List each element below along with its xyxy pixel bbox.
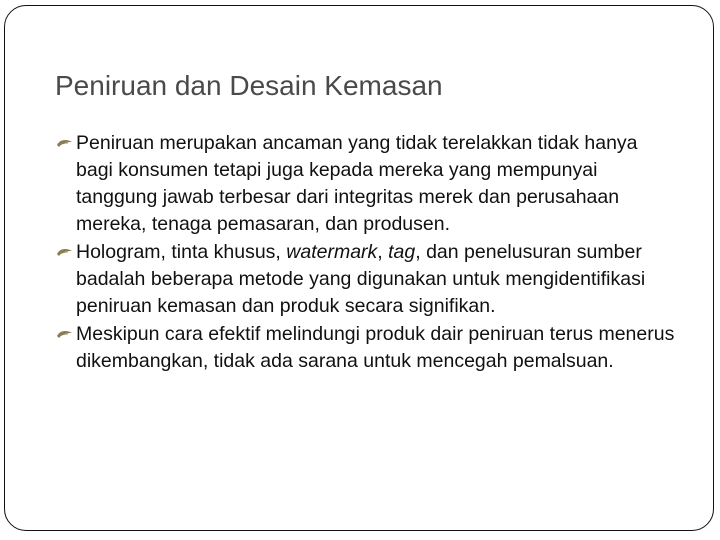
bullet-item xyxy=(55,130,675,238)
bullet-text xyxy=(76,132,638,235)
bullet-text-italic: watermark xyxy=(286,241,378,263)
bullet-text-segment: Hologram, tinta khusus, xyxy=(76,241,287,263)
leaf-bullet-icon xyxy=(55,321,75,348)
leaf-bullet-icon xyxy=(55,239,75,266)
bullet-text xyxy=(76,323,674,372)
bullet-text-segment: Peniruan merupakan ancaman yang tidak terelakkan tidak hanya bagi konsumen tetapi juga kepada mereka yang mempunyai tanggung jawab terbesar dari integritas merek dan perusahaan mereka, tenaga pemasaran, dan produsen. xyxy=(76,132,638,235)
slide-title: Peniruan dan Desain Kemasan xyxy=(55,70,443,101)
bullet-text-italic: tag xyxy=(388,241,416,263)
bullet-text xyxy=(76,241,645,317)
bullet-item xyxy=(55,321,675,375)
bullet-list xyxy=(55,130,675,376)
bullet-item xyxy=(55,239,675,320)
bullet-text-segment: , xyxy=(377,241,389,263)
leaf-bullet-icon xyxy=(55,130,75,157)
slide-frame xyxy=(4,5,714,531)
bullet-text-segment: , dan penelusuran sumber badalah beberapa metode yang digunakan untuk mengidentifikasi peniruan kemasan dan produk secara signifikan. xyxy=(76,241,646,317)
bullet-text-segment: Meskipun cara efektif melindungi produk dair peniruan terus menerus dikembangkan, tidak ada sarana untuk mencegah pemalsuan. xyxy=(76,323,675,372)
